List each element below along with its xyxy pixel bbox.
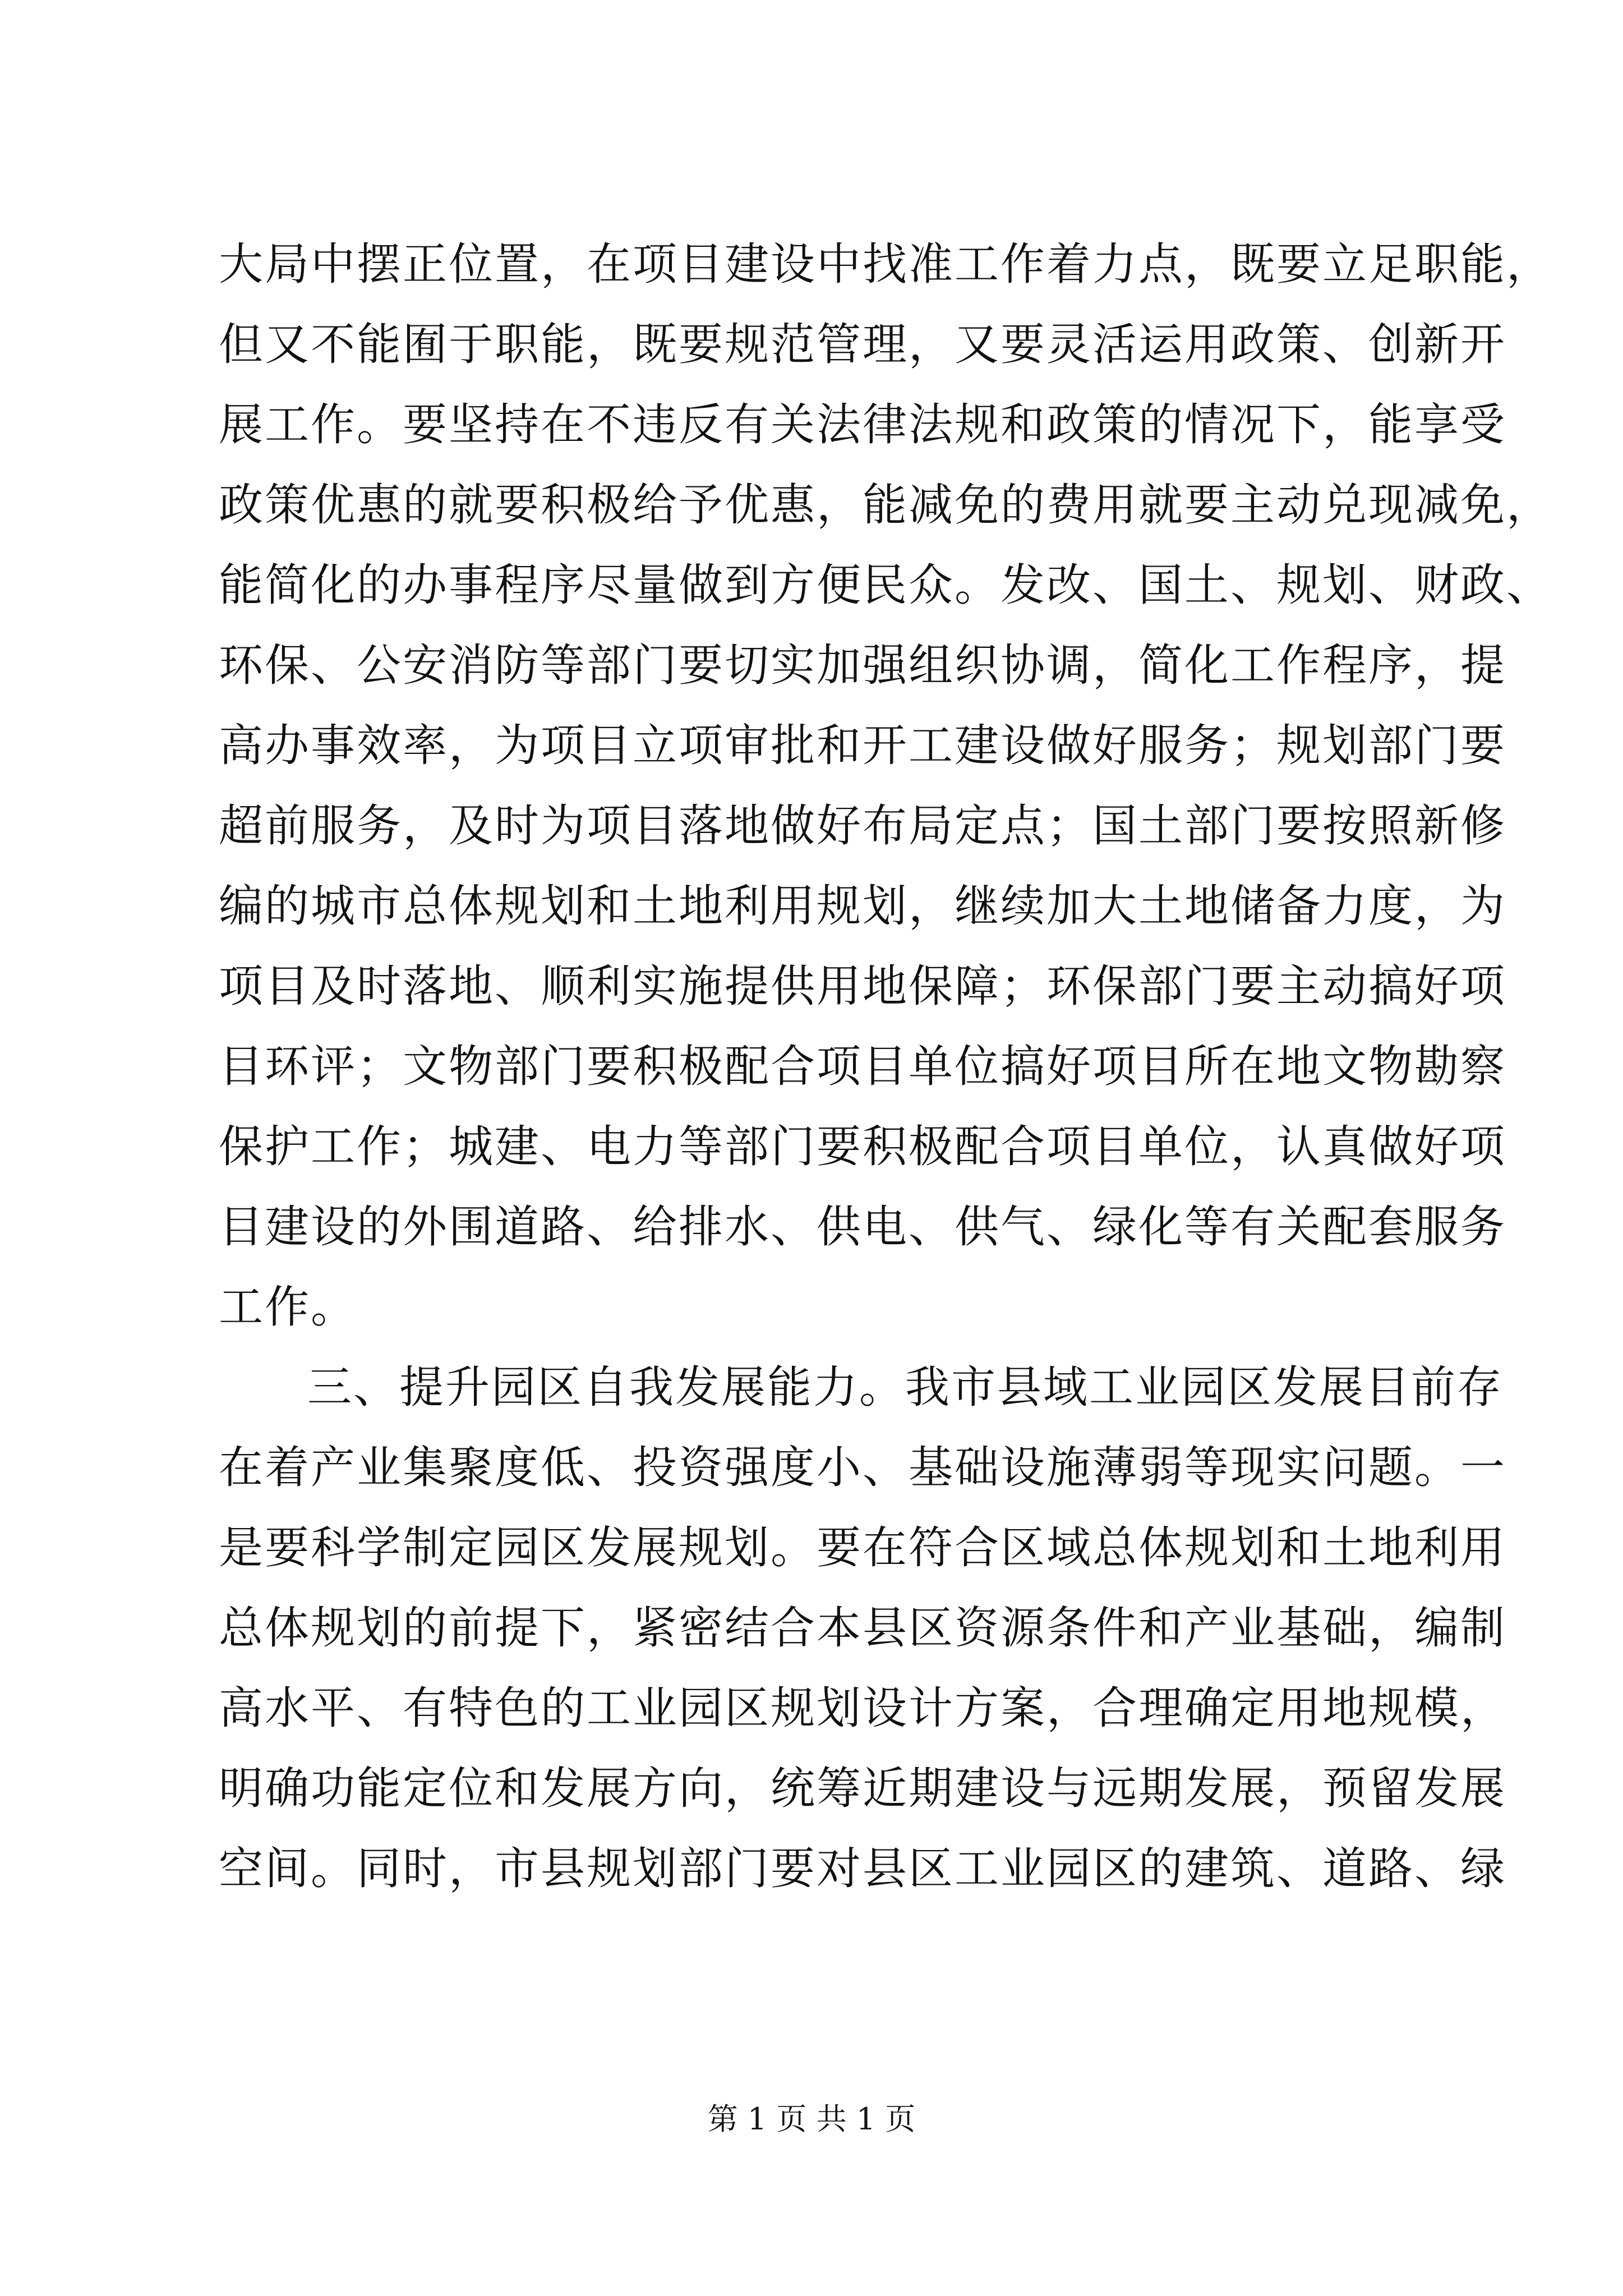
text-line: 能简化的办事程序尽量做到方便民众。发改、国土、规划、财政、 <box>219 559 1552 611</box>
text-line: 总体规划的前提下，紧密结合本县区资源条件和产业基础，编制 <box>219 1602 1506 1654</box>
text-line: 明确功能定位和发展方向，统筹近期建设与远期发展，预留发展 <box>219 1763 1506 1814</box>
page-footer <box>0 2102 1623 2136</box>
text-line: 环保、公安消防等部门要切实加强组织协调，简化工作程序，提 <box>219 639 1506 691</box>
text-line: 高办事效率，为项目立项审批和开工建设做好服务；规划部门要 <box>219 720 1506 771</box>
text-line: 编的城市总体规划和土地利用规划，继续加大土地储备力度，为 <box>219 880 1506 932</box>
text-line: 在着产业集聚度低、投资强度小、基础设施薄弱等现实问题。一 <box>219 1442 1506 1493</box>
text-line: 是要科学制定园区发展规划。要在符合区域总体规划和土地利用 <box>219 1522 1506 1573</box>
text-line: 保护工作；城建、电力等部门要积极配合项目单位，认真做好项 <box>219 1121 1506 1172</box>
text-line: 政策优惠的就要积极给予优惠，能减免的费用就要主动兑现减免， <box>219 479 1552 531</box>
text-line: 工作。 <box>219 1281 357 1333</box>
text-line: 但又不能囿于职能，既要规范管理，又要灵活运用政策、创新开 <box>219 319 1506 370</box>
text-line: 大局中摆正位置，在项目建设中找准工作着力点，既要立足职能， <box>219 238 1552 290</box>
text-line: 超前服务，及时为项目落地做好布局定点；国土部门要按照新修 <box>219 800 1506 852</box>
text-line: 展工作。要坚持在不违反有关法律法规和政策的情况下，能享受 <box>219 399 1506 450</box>
text-line: 空间。同时，市县规划部门要对县区工业园区的建筑、道路、绿 <box>219 1843 1506 1894</box>
text-line: 目建设的外围道路、给排水、供电、供气、绿化等有关配套服务 <box>219 1201 1506 1253</box>
document-body <box>219 224 1552 1909</box>
paragraph-start-line: 三、提升园区自我发展能力。我市县域工业园区发展目前存 <box>307 1361 1503 1413</box>
text-line: 项目及时落地、顺利实施提供用地保障；环保部门要主动搞好项 <box>219 960 1506 1012</box>
page-number-label: 第 1 页 共 1 页 <box>707 2101 916 2137</box>
text-line: 目环评；文物部门要积极配合项目单位搞好项目所在地文物勘察 <box>219 1041 1506 1092</box>
text-line: 高水平、有特色的工业园区规划设计方案，合理确定用地规模， <box>219 1682 1506 1734</box>
